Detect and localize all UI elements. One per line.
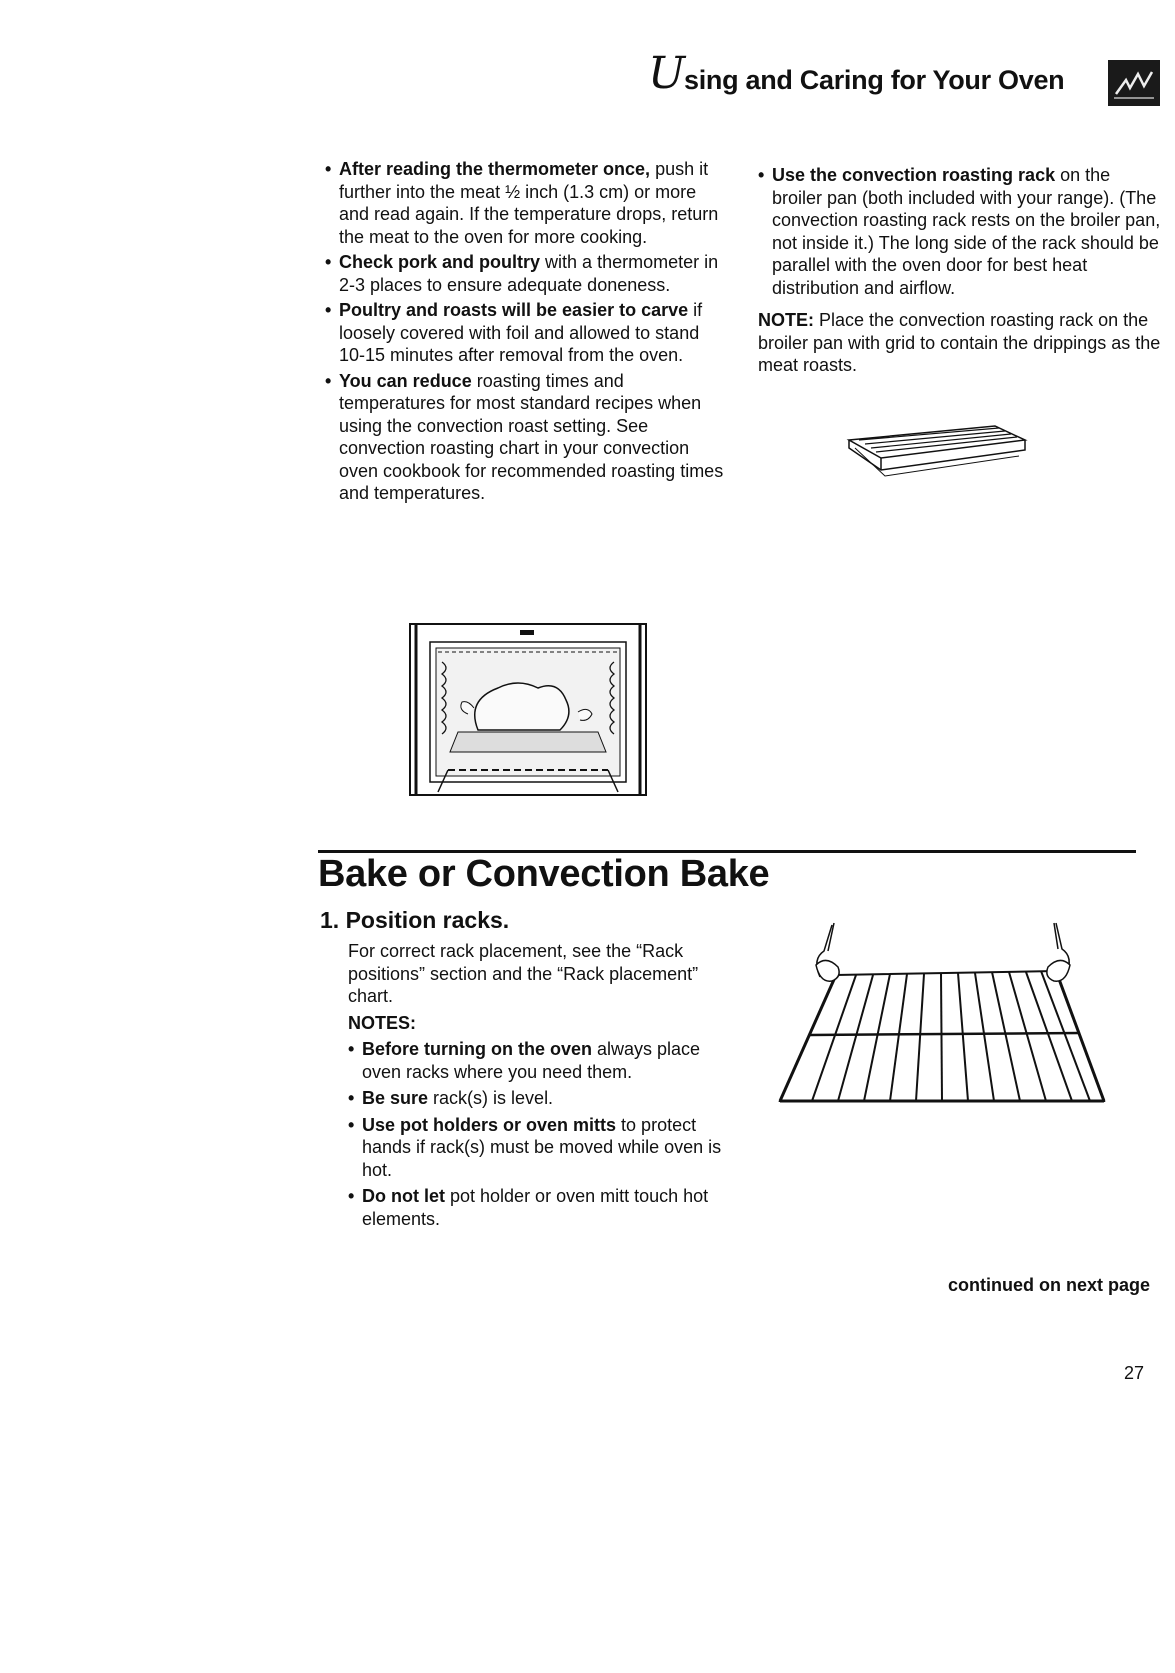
list-item: • Do not let pot holder or oven mitt touch hot elements. [348, 1185, 728, 1230]
list-item: • Be sure rack(s) is level. [348, 1087, 728, 1110]
list-item: • Use pot holders or oven mitts to protect hands if rack(s) must be moved while oven is hot. [348, 1114, 728, 1182]
list-item: • Poultry and roasts will be easier to carve if loosely covered with foil and allowed to stand 10-15 minutes after removal from the oven. [325, 299, 725, 367]
header-initial: U [648, 48, 686, 99]
section-tab-icon [1108, 60, 1160, 106]
right-column [758, 164, 1163, 377]
notes-label: NOTES: [348, 1012, 417, 1033]
oven-rack-illustration [776, 915, 1111, 1110]
list-item: • Before turning on the oven always place oven racks where you need them. [348, 1038, 728, 1083]
step-title: 1. Position racks. [320, 907, 510, 933]
note: NOTE: Place the convection roasting rack on the broiler pan with grid to contain the drippings as the meat roasts. [758, 310, 1161, 375]
list-item: • Use the convection roasting rack on the broiler pan (both included with your range). (The convection roasting rack rests on the broiler pan, not inside it.) The long side of the rack should be parallel with the oven door for best heat distribution and airflow. [758, 164, 1163, 299]
header-title: sing and Caring for Your Oven [684, 65, 1065, 95]
page-number: 27 [1123, 1363, 1144, 1383]
step-body [348, 940, 728, 1233]
oven-roast-illustration [408, 622, 648, 797]
left-column [325, 158, 725, 508]
list-item: • After reading the thermometer once, push it further into the meat ½ inch (1.3 cm) or more and read again. If the temperature drops, return the meat to the oven for more cooking. [325, 158, 725, 248]
continued-note: continued on next page [947, 1275, 1150, 1295]
roasting-rack-illustration [845, 418, 1030, 486]
step-intro: For correct rack placement, see the “Rack positions” section and the “Rack placement” chart. [348, 941, 699, 1006]
list-item: • Check pork and poultry with a thermometer in 2-3 places to ensure adequate doneness. [325, 251, 725, 296]
page-header [640, 48, 1160, 112]
section-title: Bake or Convection Bake [318, 853, 770, 895]
list-item: • You can reduce roasting times and temperatures for most standard recipes when using the convection roast setting. See convection roasting chart in your convection oven cookbook for recommended roasting times and temperatures. [325, 370, 725, 505]
